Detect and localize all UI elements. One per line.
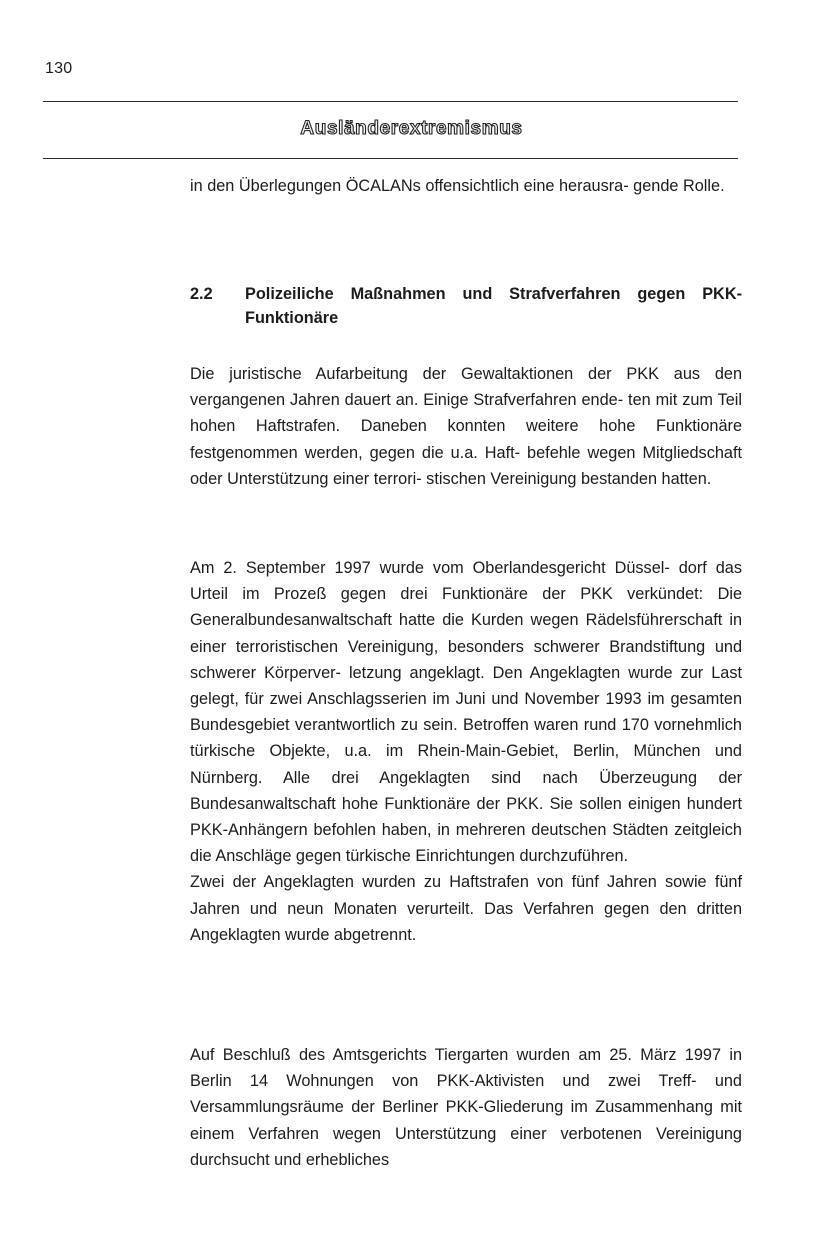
- section-title: Polizeiliche Maßnahmen und Strafverfahren gegen PKK-Funktionäre: [245, 285, 742, 327]
- paragraph-1: Die juristische Aufarbeitung der Gewaltaktionen der PKK aus den vergangenen Jahren dauert an. Einige Strafverfahren ende- ten mit zum Teil hohen Haftstrafen. Daneben konnten weitere hohe Funktionäre festgenommen werden, gegen die u.a. Haft- befehle wegen Mitgliedschaft oder Unterstützung einer terrori- stischen Vereinigung bestanden hatten.: [190, 365, 742, 488]
- paragraph-4: Auf Beschluß des Amtsgerichts Tiergarten wurden am 25. März 1997 in Berlin 14 Wohnungen von PKK-Aktivisten und zwei Treff- und Versammlungsräume der Berliner PKK-Gliederung im Zusammenhang mit einem Verfahren wegen Unterstützung einer verbotenen Vereinigung durchsucht und erhebliches: [190, 1046, 742, 1169]
- paragraph-3: Zwei der Angeklagten wurden zu Haftstrafen von fünf Jahren sowie fünf Jahren und neun Monaten verurteilt. Das Verfahren gegen den dritten Angeklagten wurde abgetrennt.: [190, 873, 742, 944]
- header-rule-bottom: [43, 158, 738, 159]
- page-number: 130: [45, 60, 73, 77]
- intro-paragraph: in den Überlegungen ÖCALANs offensichtlich eine herausra- gende Rolle.: [190, 177, 725, 195]
- paragraph-2-group: [190, 555, 742, 948]
- paragraph-2: Am 2. September 1997 wurde vom Oberlandesgericht Düssel- dorf das Urteil im Prozeß gegen drei Funktionäre der PKK verkündet: Die Generalbundesanwaltschaft hatte die Kurden wegen Rädelsführerschaft in einer terroristischen Vereinigung, besonders schwerer Brandstiftung und schwerer Körperver- letzung angeklagt. Den Angeklagten wurde zur Last gelegt, für zwei Anschlagsserien im Juni und November 1993 im gesamten Bundesgebiet verantwortlich zu sein. Betroffen waren rund 170 vornehmlich türkische Objekte, u.a. im Rhein-Main-Gebiet, Berlin, München und Nürnberg. Alle drei Angeklagten sind nach Überzeugung der Bundesanwaltschaft hohe Funktionäre der PKK. Sie sollen einigen hundert PKK-Anhängern befohlen haben, in mehreren deutschen Städten zeitgleich die Anschläge gegen türkische Einrichtungen durchzuführen.: [190, 559, 742, 866]
- section-heading: [190, 282, 742, 330]
- header-rule-top: [43, 101, 738, 102]
- running-title: Ausländerextremismus: [300, 118, 523, 139]
- section-number: 2.2: [190, 285, 213, 303]
